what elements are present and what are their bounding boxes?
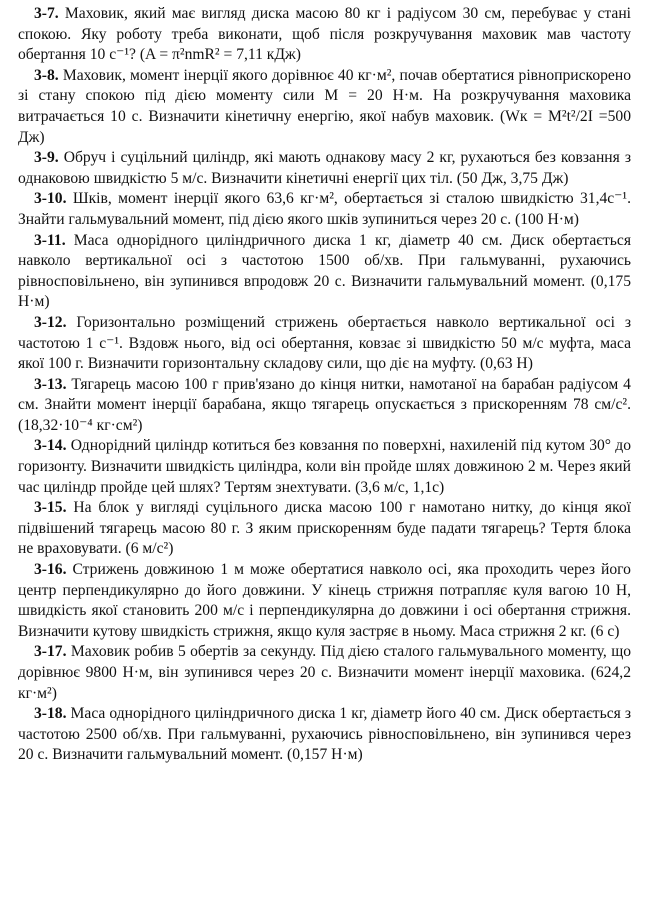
problem-3-14 [18, 436, 631, 498]
problem-3-11 [18, 231, 631, 313]
problem-3-7 [18, 4, 631, 66]
problem-text: Маховик робив 5 обертів за секунду. Під дією сталого гальмувального моменту, що дорівнює 9800 Н·м, він зупинився через 20 с. Визначити момент інерції маховика. (624,2 кг·м²) [18, 643, 631, 702]
problem-text: Обруч і суцільний циліндр, які мають однакову масу 2 кг, рухаються без ковзання з однаковою швидкістю 5 м/с. Визначити кінетичні енергії цих тіл. (50 Дж, 3,75 Дж) [18, 149, 631, 187]
problem-text: Маховик, який має вигляд диска масою 80 кг і радіусом 30 см, перебуває у стані спокою. Яку роботу треба виконати, щоб після розкручування маховик мав частоту обертання 10 с⁻¹? (A = π²nmR² = 7,11 кДж) [18, 5, 631, 64]
problem-number: 3-10. [34, 190, 67, 208]
problem-number: 3-14. [34, 437, 67, 455]
problem-3-15 [18, 498, 631, 560]
problem-text: Тягарець масою 100 г прив'язано до кінця нитки, намотаної на барабан радіусом 4 см. Знайти момент інерції барабана, якщо тягарець опускається з прискоренням 78 см/с². (18,32·10⁻⁴ кг·см²) [18, 375, 631, 434]
problem-text: На блок у вигляді суцільного диска масою 100 г намотано нитку, до кінця якої підвішений тягарець масою 80 г. З яким прискоренням буде падати тягарець? Тертя блока не враховувати. (6 м/с²) [18, 499, 631, 558]
problem-number: 3-12. [34, 313, 67, 331]
problem-number: 3-16. [34, 561, 67, 579]
problem-text: Маса однорідного циліндричного диска 1 кг, діаметр 40 см. Диск обертається навколо вертикальної осі з частотою 1500 об/хв. При гальмуванні, рухаючись рівносповільнено, він зупинився впродовж 20 с. Визначити гальмувальний момент. (0,175 Н·м) [18, 231, 631, 311]
problem-number: 3-17. [34, 643, 67, 661]
problem-3-9 [18, 148, 631, 189]
problem-text: Маса однорідного циліндричного диска 1 кг, діаметр його 40 см. Диск обертається з частотою 2500 об/хв. При гальмуванні, рухаючись рівносповільнено, він зупинився через 20 с. Визначити гальмувальний момент. (0,157 Н·м) [18, 705, 631, 764]
problem-number: 3-18. [34, 705, 67, 723]
problem-number: 3-8. [34, 66, 59, 84]
problem-3-8 [18, 66, 631, 148]
problem-3-13 [18, 375, 631, 437]
problem-text: Горизонтально розміщений стрижень обертається навколо вертикальної осі з частотою 1 с⁻¹. Вздовж нього, від осі обертання, ковзає зі швидкістю 50 м/с муфта, маса якої 100 г. Визначити горизонтальну складову сили, що діє на муфту. (0,63 Н) [18, 313, 631, 373]
problem-number: 3-7. [34, 5, 59, 22]
problem-3-18 [18, 704, 631, 766]
problem-3-12 [18, 313, 631, 375]
problem-text: Маховик, момент інерції якого дорівнює 40 кг·м², почав обертатися рівноприскорено зі стану спокою під дією моменту сили M = 20 Н·м. На розкручування маховика витрачається 10 с. Визначити кінетичну енергію, якої набув маховик. (Wк = M²t²/2I =500 Дж) [18, 66, 631, 146]
problem-number: 3-9. [34, 149, 59, 167]
problem-text: Однорідний циліндр котиться без ковзання по поверхні, нахиленій під кутом 30° до горизонту. Визначити швидкість циліндра, коли він пройде шлях довжиною 2 м. Через який час циліндр пройде цей шлях? Тертям знехтувати. (3,6 м/с, 1,1с) [18, 437, 631, 496]
problem-3-16 [18, 560, 631, 642]
problem-3-17 [18, 642, 631, 704]
problem-number: 3-11. [34, 231, 66, 249]
problem-number: 3-13. [34, 375, 67, 393]
problem-3-10 [18, 189, 631, 230]
problem-text: Шків, момент інерції якого 63,6 кг·м², обертається зі сталою швидкістю 31,4с⁻¹. Знайти гальмувальний момент, під дією якого шків зупиниться через 20 с. (100 Н·м) [18, 190, 631, 228]
problem-text: Стрижень довжиною 1 м може обертатися навколо осі, яка проходить через його центр перпендикулярно до його довжини. У кінець стрижня потрапляє куля вагою 10 Н, швидкість якої становить 200 м/с і перпендикулярна до довжини і осі обертання стрижня. Визначити кутову швидкість стрижня, якщо куля застряє в ньому. Маса стрижня 2 кг. (6 с) [18, 561, 631, 640]
problem-number: 3-15. [34, 499, 67, 517]
